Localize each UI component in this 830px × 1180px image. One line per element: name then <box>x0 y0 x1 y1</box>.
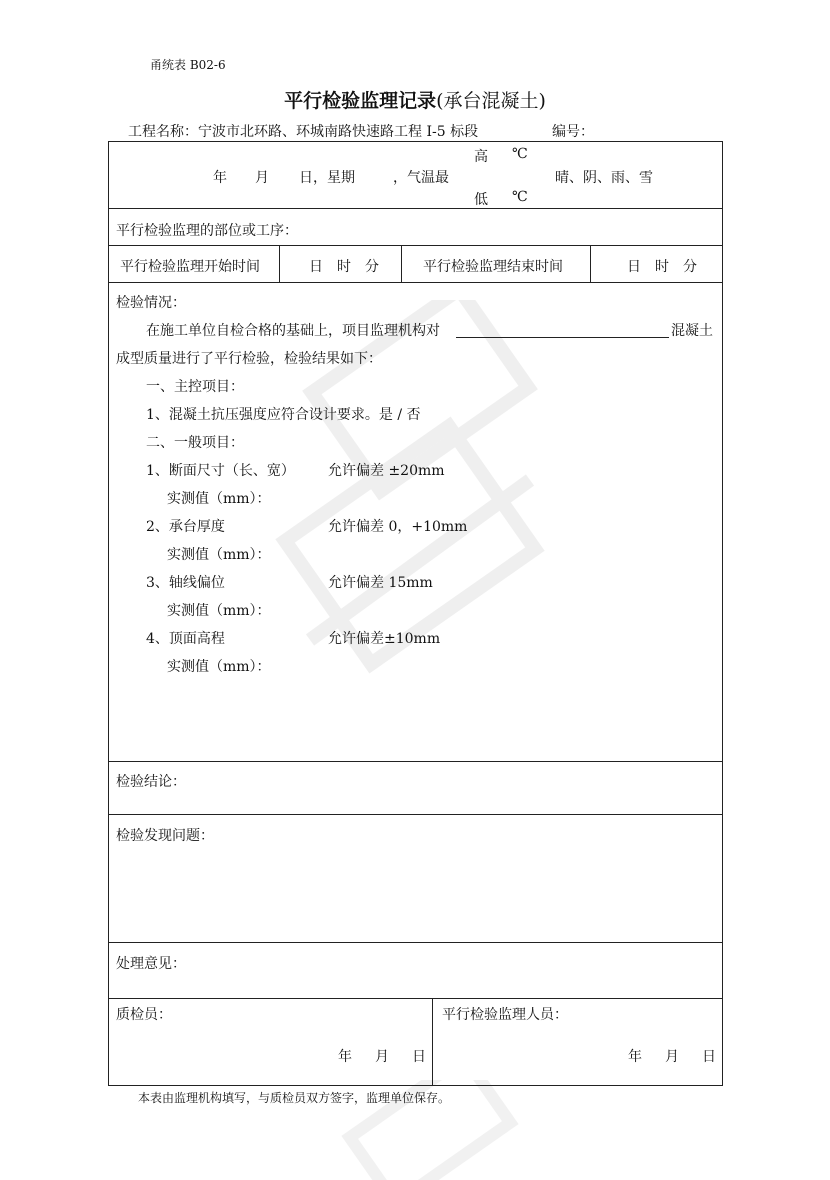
general-item-measured: 实测值（mm）： <box>167 603 271 619</box>
inspector-month: 月 <box>375 1049 389 1065</box>
col-divider <box>432 998 433 1085</box>
weather-month: 月 <box>255 170 269 186</box>
supervisor-day: 日 <box>702 1049 716 1065</box>
col-divider <box>279 245 280 282</box>
weather-year: 年 <box>213 170 227 186</box>
footer-note: 本表由监理机构填写，与质检员双方签字，监理单位保存。 <box>138 1091 451 1105</box>
temp-low-label: 低 <box>474 192 488 208</box>
general-item-tolerance: 允许偏差±10mm <box>328 631 441 647</box>
temp-high-unit: ℃ <box>512 146 528 162</box>
record-table <box>108 141 723 1086</box>
col-divider <box>590 245 591 282</box>
row-divider <box>109 761 722 762</box>
supervisor-year: 年 <box>628 1049 642 1065</box>
main-items-heading: 一、主控项目： <box>146 379 244 395</box>
general-item-measured: 实测值（mm）： <box>167 659 271 675</box>
col-divider <box>401 245 402 282</box>
inspector-year: 年 <box>338 1049 352 1065</box>
row-divider <box>109 282 722 283</box>
row-divider <box>109 998 722 999</box>
general-item-name: 2、承台厚度 <box>146 519 225 535</box>
general-item-name: 4、顶面高程 <box>146 631 225 647</box>
record-number-label: 编号： <box>552 124 594 140</box>
end-time-units: 日 时 分 <box>627 259 697 275</box>
part-label: 平行检验监理的部位或工序： <box>116 223 298 239</box>
structure-blank-line <box>456 337 669 338</box>
start-time-label: 平行检验监理开始时间 <box>120 259 260 275</box>
general-item-name: 1、断面尺寸（长、宽） <box>146 463 295 479</box>
inspection-heading: 检验情况： <box>116 295 186 311</box>
main-item-strength: 1、混凝土抗压强度应符合设计要求。是 / 否 <box>146 407 421 423</box>
general-items-heading: 二、一般项目： <box>146 435 244 451</box>
general-item-tolerance: 允许偏差 15mm <box>328 575 433 591</box>
inspector-day: 日 <box>412 1049 426 1065</box>
row-divider <box>109 245 722 246</box>
weather-conditions: 晴、阴、雨、雪 <box>555 170 653 186</box>
end-time-label: 平行检验监理结束时间 <box>423 259 563 275</box>
title-sub: (承台混凝土) <box>436 90 546 112</box>
conclusion-label: 检验结论： <box>116 774 186 790</box>
temp-low-unit: ℃ <box>512 189 528 205</box>
title-main: 平行检验监理记录 <box>284 90 437 112</box>
start-time-units: 日 时 分 <box>309 259 379 275</box>
inspection-intro-line2: 成型质量进行了平行检验，检验结果如下： <box>116 351 382 367</box>
general-item-tolerance: 允许偏差 0，+10mm <box>328 519 468 535</box>
weather-temp-prefix: ，气温最 <box>393 170 449 186</box>
form-code: 甬统表 B02-6 <box>150 58 226 72</box>
problems-label: 检验发现问题： <box>116 828 214 844</box>
supervisor-label: 平行检验监理人员： <box>442 1007 568 1023</box>
supervisor-month: 月 <box>665 1049 679 1065</box>
inspection-intro-tail: 混凝土 <box>671 323 713 339</box>
general-item-measured: 实测值（mm）： <box>167 491 271 507</box>
general-item-tolerance: 允许偏差 ±20mm <box>328 463 445 479</box>
weather-day-weekday: 日，星期 <box>299 170 355 186</box>
row-divider <box>109 814 722 815</box>
general-item-measured: 实测值（mm）： <box>167 547 271 563</box>
row-divider <box>109 208 722 209</box>
row-divider <box>109 942 722 943</box>
inspector-label: 质检员： <box>116 1007 172 1023</box>
temp-high-label: 高 <box>474 149 488 165</box>
inspection-intro: 在施工单位自检合格的基础上，项目监理机构对 <box>146 323 440 339</box>
opinion-label: 处理意见： <box>116 956 186 972</box>
general-item-name: 3、轴线偏位 <box>146 575 225 591</box>
project-name: 工程名称：宁波市北环路、环城南路快速路工程 I-5 标段 <box>128 124 479 140</box>
page-title <box>0 86 830 113</box>
